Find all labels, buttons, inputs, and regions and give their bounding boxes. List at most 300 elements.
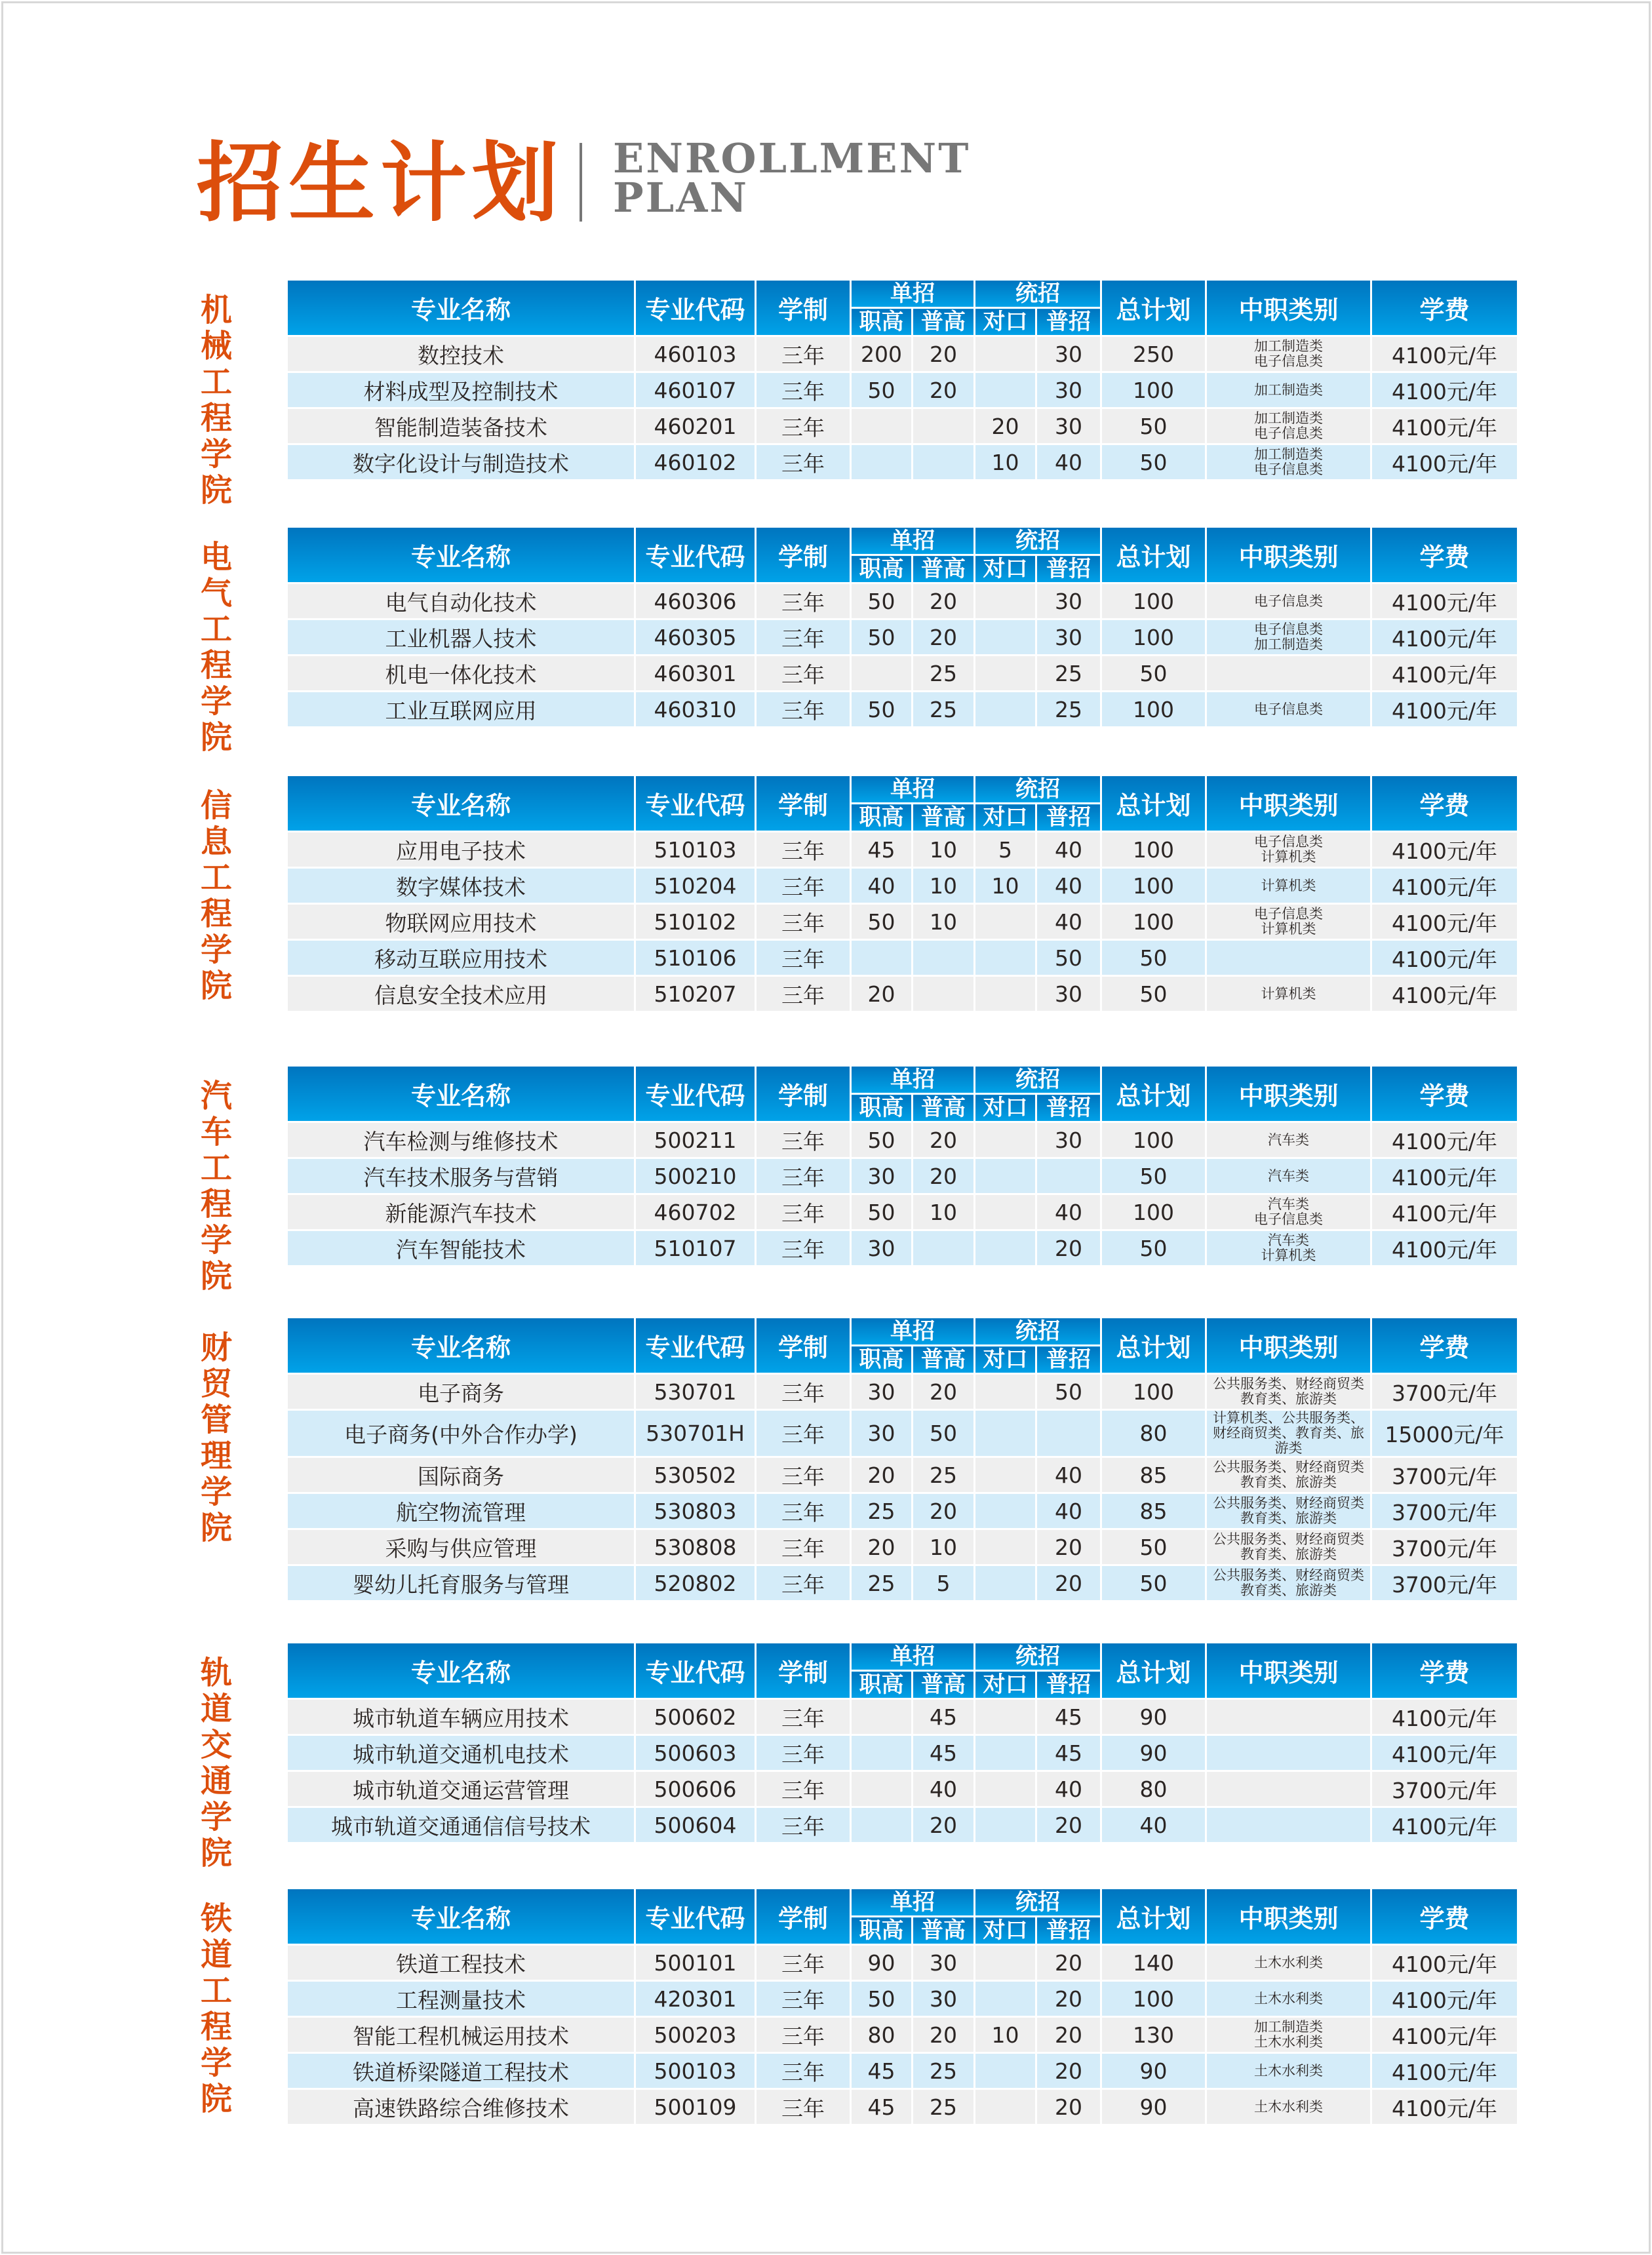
cell-single-pg: 20: [913, 336, 975, 372]
cell-duration: 三年: [756, 1565, 851, 1601]
header-unified: 统招: [975, 528, 1101, 555]
cell-single-zg: [851, 1771, 913, 1807]
header-code: 专业代码: [635, 528, 756, 583]
cell-unified-dk: [975, 1374, 1036, 1410]
cell-unified-pz: 40: [1036, 444, 1101, 480]
header-years: 学制: [756, 1889, 851, 1945]
cell-unified-pz: 20: [1036, 1565, 1101, 1601]
cell-unified-pz: 30: [1036, 583, 1101, 619]
cell-tuition: 4100元/年: [1371, 2053, 1518, 2089]
cell-single-pg: 10: [913, 1194, 975, 1230]
cell-duration: 三年: [756, 336, 851, 372]
header-name: 专业名称: [287, 1889, 635, 1945]
cell-unified-dk: [975, 976, 1036, 1012]
header-years: 学制: [756, 528, 851, 583]
header-fee: 学费: [1371, 281, 1518, 336]
header-single: 单招: [851, 281, 975, 308]
cell-duration: 三年: [756, 2089, 851, 2125]
section-label: 汽车工程学院: [200, 1078, 232, 1295]
cell-single-zg: 50: [851, 692, 913, 728]
cell-unified-dk: [975, 1735, 1036, 1771]
header-zg: 职高: [851, 1094, 913, 1122]
cell-tuition: 4100元/年: [1371, 372, 1518, 408]
header-pz: 普招: [1036, 555, 1101, 583]
cell-category: 公共服务类、财经商贸类 教育类、旅游类: [1206, 1565, 1371, 1601]
cell-category: 电子信息类: [1206, 583, 1371, 619]
cell-major-name: 新能源汽车技术: [287, 1194, 635, 1230]
cell-single-zg: 50: [851, 904, 913, 940]
cell-total-plan: 100: [1101, 832, 1206, 868]
cell-major-code: 500603: [635, 1735, 756, 1771]
cell-unified-pz: 20: [1036, 1981, 1101, 2017]
cell-unified-pz: 20: [1036, 2089, 1101, 2125]
header-name: 专业名称: [287, 1067, 635, 1122]
header-code: 专业代码: [635, 1643, 756, 1699]
cell-tuition: 4100元/年: [1371, 940, 1518, 976]
cell-tuition: 4100元/年: [1371, 1981, 1518, 2017]
cell-tuition: 4100元/年: [1371, 1230, 1518, 1266]
cell-category: [1206, 940, 1371, 976]
header-single: 单招: [851, 528, 975, 555]
table-row: [287, 1493, 1518, 1529]
header-pg: 普高: [913, 1917, 975, 1945]
cell-total-plan: 90: [1101, 1699, 1206, 1735]
header-pg: 普高: [913, 1346, 975, 1374]
header-pz: 普招: [1036, 308, 1101, 336]
header-pz: 普招: [1036, 1671, 1101, 1699]
cell-category: 电子信息类 计算机类: [1206, 832, 1371, 868]
enrollment-table: [286, 1643, 1519, 1844]
cell-single-zg: 30: [851, 1410, 913, 1457]
cell-total-plan: 250: [1101, 336, 1206, 372]
cell-duration: 三年: [756, 1493, 851, 1529]
cell-category: 土木水利类: [1206, 2053, 1371, 2089]
table-row: [287, 1158, 1518, 1194]
cell-single-pg: 30: [913, 1981, 975, 2017]
cell-unified-pz: 30: [1036, 372, 1101, 408]
cell-unified-pz: [1036, 1410, 1101, 1457]
cell-unified-pz: 30: [1036, 1122, 1101, 1158]
cell-total-plan: 100: [1101, 372, 1206, 408]
table-row: [287, 619, 1518, 656]
cell-major-code: 460103: [635, 336, 756, 372]
cell-single-zg: 30: [851, 1374, 913, 1410]
cell-unified-dk: [975, 1565, 1036, 1601]
cell-major-code: 460305: [635, 619, 756, 656]
section-label: 财贸管理学院: [200, 1329, 232, 1546]
table-row: [287, 336, 1518, 372]
cell-unified-dk: [975, 583, 1036, 619]
cell-total-plan: 90: [1101, 2089, 1206, 2125]
header-zg: 职高: [851, 308, 913, 336]
cell-tuition: 4100元/年: [1371, 904, 1518, 940]
header-dk: 对口: [975, 555, 1036, 583]
table-row: [287, 372, 1518, 408]
enrollment-table: [286, 776, 1519, 1013]
header-single: 单招: [851, 1643, 975, 1671]
cell-unified-pz: 20: [1036, 1807, 1101, 1843]
cell-unified-dk: [975, 1529, 1036, 1565]
header-code: 专业代码: [635, 1067, 756, 1122]
subtitle-line-1: ENROLLMENT: [613, 134, 971, 182]
cell-major-code: 530701H: [635, 1410, 756, 1457]
table-row: [287, 940, 1518, 976]
cell-major-code: 500211: [635, 1122, 756, 1158]
cell-single-zg: 200: [851, 336, 913, 372]
cell-major-name: 铁道工程技术: [287, 1945, 635, 1981]
header-code: 专业代码: [635, 281, 756, 336]
cell-duration: 三年: [756, 832, 851, 868]
cell-total-plan: 140: [1101, 1945, 1206, 1981]
header-dk: 对口: [975, 1671, 1036, 1699]
cell-major-name: 应用电子技术: [287, 832, 635, 868]
header-code: 专业代码: [635, 1889, 756, 1945]
subtitle-line-2: PLAN: [613, 174, 749, 222]
cell-unified-dk: [975, 656, 1036, 692]
cell-tuition: 3700元/年: [1371, 1493, 1518, 1529]
cell-category: [1206, 1771, 1371, 1807]
cell-major-code: 500602: [635, 1699, 756, 1735]
header-category: 中职类别: [1206, 1889, 1371, 1945]
cell-major-code: 500109: [635, 2089, 756, 2125]
cell-major-name: 数字化设计与制造技术: [287, 444, 635, 480]
cell-category: 公共服务类、财经商贸类 教育类、旅游类: [1206, 1493, 1371, 1529]
cell-single-zg: 20: [851, 1457, 913, 1493]
enrollment-table: [286, 528, 1519, 728]
cell-single-pg: 20: [913, 372, 975, 408]
header-code: 专业代码: [635, 776, 756, 832]
title-divider: [580, 143, 582, 222]
cell-single-pg: 20: [913, 1158, 975, 1194]
cell-duration: 三年: [756, 1410, 851, 1457]
header-name: 专业名称: [287, 1643, 635, 1699]
cell-tuition: 4100元/年: [1371, 692, 1518, 728]
cell-single-pg: 10: [913, 868, 975, 904]
cell-tuition: 4100元/年: [1371, 868, 1518, 904]
header-unified: 统招: [975, 1318, 1101, 1346]
cell-major-code: 510106: [635, 940, 756, 976]
cell-tuition: 4100元/年: [1371, 1945, 1518, 1981]
cell-single-pg: 5: [913, 1565, 975, 1601]
cell-single-zg: 80: [851, 2017, 913, 2053]
cell-total-plan: 100: [1101, 619, 1206, 656]
cell-unified-dk: [975, 1122, 1036, 1158]
cell-duration: 三年: [756, 904, 851, 940]
cell-unified-dk: [975, 372, 1036, 408]
cell-unified-dk: [975, 1230, 1036, 1266]
cell-duration: 三年: [756, 1122, 851, 1158]
cell-unified-dk: [975, 1457, 1036, 1493]
cell-duration: 三年: [756, 1945, 851, 1981]
cell-total-plan: 50: [1101, 408, 1206, 444]
cell-major-code: 530803: [635, 1493, 756, 1529]
cell-single-zg: 50: [851, 1981, 913, 2017]
cell-single-zg: 25: [851, 1565, 913, 1601]
cell-major-code: 530502: [635, 1457, 756, 1493]
cell-major-code: 500203: [635, 2017, 756, 2053]
cell-unified-dk: 20: [975, 408, 1036, 444]
cell-single-zg: 20: [851, 976, 913, 1012]
cell-category: 公共服务类、财经商贸类 教育类、旅游类: [1206, 1457, 1371, 1493]
cell-single-pg: 50: [913, 1410, 975, 1457]
header-total: 总计划: [1101, 528, 1206, 583]
cell-major-name: 数控技术: [287, 336, 635, 372]
cell-unified-pz: 20: [1036, 2017, 1101, 2053]
cell-major-code: 510102: [635, 904, 756, 940]
cell-unified-pz: 40: [1036, 1493, 1101, 1529]
cell-total-plan: 85: [1101, 1457, 1206, 1493]
cell-major-code: 500210: [635, 1158, 756, 1194]
cell-major-name: 城市轨道交通机电技术: [287, 1735, 635, 1771]
cell-tuition: 4100元/年: [1371, 1807, 1518, 1843]
cell-category: 电子信息类 计算机类: [1206, 904, 1371, 940]
section-label: 轨道交通学院: [200, 1655, 232, 1872]
cell-category: 土木水利类: [1206, 2089, 1371, 2125]
cell-single-pg: [913, 408, 975, 444]
header-fee: 学费: [1371, 1067, 1518, 1122]
cell-major-name: 航空物流管理: [287, 1493, 635, 1529]
enrollment-table: [286, 1889, 1519, 2126]
cell-major-code: 460301: [635, 656, 756, 692]
header-category: 中职类别: [1206, 281, 1371, 336]
header-pz: 普招: [1036, 1917, 1101, 1945]
cell-major-name: 工业互联网应用: [287, 692, 635, 728]
cell-major-code: 460102: [635, 444, 756, 480]
cell-major-code: 460702: [635, 1194, 756, 1230]
table-row: [287, 904, 1518, 940]
cell-duration: 三年: [756, 2053, 851, 2089]
cell-single-pg: 25: [913, 2053, 975, 2089]
cell-total-plan: 100: [1101, 692, 1206, 728]
cell-unified-dk: 10: [975, 2017, 1036, 2053]
header-fee: 学费: [1371, 1889, 1518, 1945]
cell-category: 公共服务类、财经商贸类 教育类、旅游类: [1206, 1529, 1371, 1565]
cell-single-pg: 25: [913, 2089, 975, 2125]
cell-tuition: 4100元/年: [1371, 619, 1518, 656]
cell-single-zg: 45: [851, 832, 913, 868]
table-row: [287, 1122, 1518, 1158]
header-category: 中职类别: [1206, 528, 1371, 583]
cell-single-pg: 10: [913, 1529, 975, 1565]
cell-major-name: 汽车技术服务与营销: [287, 1158, 635, 1194]
cell-single-zg: [851, 940, 913, 976]
cell-unified-dk: 10: [975, 444, 1036, 480]
cell-unified-dk: [975, 1699, 1036, 1735]
cell-duration: 三年: [756, 619, 851, 656]
cell-category: 加工制造类 电子信息类: [1206, 444, 1371, 480]
header-name: 专业名称: [287, 528, 635, 583]
cell-duration: 三年: [756, 1981, 851, 2017]
header-dk: 对口: [975, 804, 1036, 832]
cell-total-plan: 100: [1101, 1981, 1206, 2017]
cell-unified-pz: 20: [1036, 1945, 1101, 1981]
cell-total-plan: 80: [1101, 1771, 1206, 1807]
cell-major-code: 510204: [635, 868, 756, 904]
cell-total-plan: 50: [1101, 976, 1206, 1012]
header-total: 总计划: [1101, 1889, 1206, 1945]
cell-major-code: 500604: [635, 1807, 756, 1843]
cell-unified-dk: [975, 1493, 1036, 1529]
section-label: 铁道工程学院: [200, 1900, 232, 2117]
cell-tuition: 4100元/年: [1371, 583, 1518, 619]
cell-major-code: 510103: [635, 832, 756, 868]
header-total: 总计划: [1101, 281, 1206, 336]
header-fee: 学费: [1371, 528, 1518, 583]
cell-major-code: 420301: [635, 1981, 756, 2017]
header-zg: 职高: [851, 1346, 913, 1374]
cell-total-plan: 50: [1101, 1158, 1206, 1194]
cell-category: 公共服务类、财经商贸类 教育类、旅游类: [1206, 1374, 1371, 1410]
cell-total-plan: 100: [1101, 868, 1206, 904]
cell-unified-dk: [975, 336, 1036, 372]
cell-major-code: 460306: [635, 583, 756, 619]
table-row: [287, 444, 1518, 480]
header-unified: 统招: [975, 1067, 1101, 1094]
header-dk: 对口: [975, 1346, 1036, 1374]
cell-single-pg: 45: [913, 1699, 975, 1735]
cell-major-name: 城市轨道车辆应用技术: [287, 1699, 635, 1735]
cell-single-pg: 45: [913, 1735, 975, 1771]
cell-duration: 三年: [756, 868, 851, 904]
cell-single-zg: 50: [851, 619, 913, 656]
cell-single-pg: 20: [913, 1493, 975, 1529]
header-years: 学制: [756, 776, 851, 832]
cell-total-plan: 130: [1101, 2017, 1206, 2053]
cell-category: [1206, 1735, 1371, 1771]
header-zg: 职高: [851, 1917, 913, 1945]
cell-duration: 三年: [756, 1457, 851, 1493]
cell-category: 汽车类: [1206, 1122, 1371, 1158]
cell-major-code: 500101: [635, 1945, 756, 1981]
cell-unified-dk: [975, 1807, 1036, 1843]
header-fee: 学费: [1371, 1318, 1518, 1374]
header-pg: 普高: [913, 555, 975, 583]
cell-category: 加工制造类 土木水利类: [1206, 2017, 1371, 2053]
cell-major-name: 电气自动化技术: [287, 583, 635, 619]
cell-category: [1206, 1807, 1371, 1843]
header-pg: 普高: [913, 308, 975, 336]
cell-single-zg: [851, 1699, 913, 1735]
cell-single-pg: 30: [913, 1945, 975, 1981]
cell-tuition: 4100元/年: [1371, 656, 1518, 692]
cell-unified-pz: 40: [1036, 832, 1101, 868]
table-row: [287, 1230, 1518, 1266]
table-row: [287, 692, 1518, 728]
cell-tuition: 4100元/年: [1371, 1735, 1518, 1771]
table-row: [287, 832, 1518, 868]
header-total: 总计划: [1101, 1318, 1206, 1374]
header-single: 单招: [851, 776, 975, 804]
header-single: 单招: [851, 1067, 975, 1094]
cell-duration: 三年: [756, 1771, 851, 1807]
table-row: [287, 1981, 1518, 2017]
header-unified: 统招: [975, 1643, 1101, 1671]
header-pz: 普招: [1036, 1346, 1101, 1374]
cell-unified-dk: [975, 692, 1036, 728]
cell-duration: 三年: [756, 976, 851, 1012]
cell-unified-dk: [975, 2053, 1036, 2089]
cell-unified-dk: [975, 1410, 1036, 1457]
table-row: [287, 1807, 1518, 1843]
cell-duration: 三年: [756, 408, 851, 444]
cell-category: [1206, 1699, 1371, 1735]
table-row: [287, 583, 1518, 619]
cell-total-plan: 90: [1101, 1735, 1206, 1771]
cell-unified-dk: [975, 940, 1036, 976]
cell-major-code: 500103: [635, 2053, 756, 2089]
cell-major-code: 510207: [635, 976, 756, 1012]
cell-category: 加工制造类: [1206, 372, 1371, 408]
cell-single-pg: 20: [913, 2017, 975, 2053]
cell-single-zg: 50: [851, 1194, 913, 1230]
cell-single-zg: [851, 656, 913, 692]
cell-major-name: 国际商务: [287, 1457, 635, 1493]
cell-major-name: 智能制造装备技术: [287, 408, 635, 444]
cell-unified-pz: 40: [1036, 868, 1101, 904]
cell-total-plan: 80: [1101, 1410, 1206, 1457]
cell-tuition: 4100元/年: [1371, 408, 1518, 444]
cell-major-name: 数字媒体技术: [287, 868, 635, 904]
cell-single-zg: 30: [851, 1230, 913, 1266]
cell-major-code: 460201: [635, 408, 756, 444]
cell-category: 电子信息类: [1206, 692, 1371, 728]
cell-single-zg: 30: [851, 1158, 913, 1194]
table-row: [287, 1410, 1518, 1457]
cell-major-name: 电子商务: [287, 1374, 635, 1410]
cell-unified-dk: [975, 1771, 1036, 1807]
cell-single-zg: 20: [851, 1529, 913, 1565]
header-years: 学制: [756, 1643, 851, 1699]
cell-category: 土木水利类: [1206, 1945, 1371, 1981]
cell-major-name: 城市轨道交通通信信号技术: [287, 1807, 635, 1843]
enrollment-table: [286, 1318, 1519, 1602]
cell-major-code: 520802: [635, 1565, 756, 1601]
cell-major-code: 510107: [635, 1230, 756, 1266]
cell-category: 加工制造类 电子信息类: [1206, 336, 1371, 372]
table-row: [287, 1194, 1518, 1230]
cell-unified-pz: 25: [1036, 692, 1101, 728]
cell-single-pg: 20: [913, 1374, 975, 1410]
cell-category: 加工制造类 电子信息类: [1206, 408, 1371, 444]
table-row: [287, 408, 1518, 444]
cell-duration: 三年: [756, 1158, 851, 1194]
cell-major-name: 汽车检测与维修技术: [287, 1122, 635, 1158]
cell-duration: 三年: [756, 583, 851, 619]
cell-unified-dk: 10: [975, 868, 1036, 904]
cell-tuition: 4100元/年: [1371, 832, 1518, 868]
cell-major-name: 移动互联应用技术: [287, 940, 635, 976]
cell-single-zg: [851, 1735, 913, 1771]
cell-single-zg: [851, 444, 913, 480]
cell-single-pg: 20: [913, 1807, 975, 1843]
header-total: 总计划: [1101, 1067, 1206, 1122]
cell-tuition: 3700元/年: [1371, 1374, 1518, 1410]
cell-single-pg: [913, 976, 975, 1012]
header-unified: 统招: [975, 1889, 1101, 1917]
header-single: 单招: [851, 1318, 975, 1346]
cell-single-zg: 45: [851, 2053, 913, 2089]
page-title: 招生计划: [197, 133, 564, 234]
cell-single-pg: 25: [913, 692, 975, 728]
cell-unified-pz: 50: [1036, 940, 1101, 976]
cell-unified-pz: 45: [1036, 1699, 1101, 1735]
page-subtitle: [613, 134, 971, 222]
cell-tuition: 4100元/年: [1371, 336, 1518, 372]
section-label: 电气工程学院: [200, 539, 232, 756]
cell-tuition: 4100元/年: [1371, 2017, 1518, 2053]
table-row: [287, 868, 1518, 904]
cell-unified-pz: 40: [1036, 1194, 1101, 1230]
